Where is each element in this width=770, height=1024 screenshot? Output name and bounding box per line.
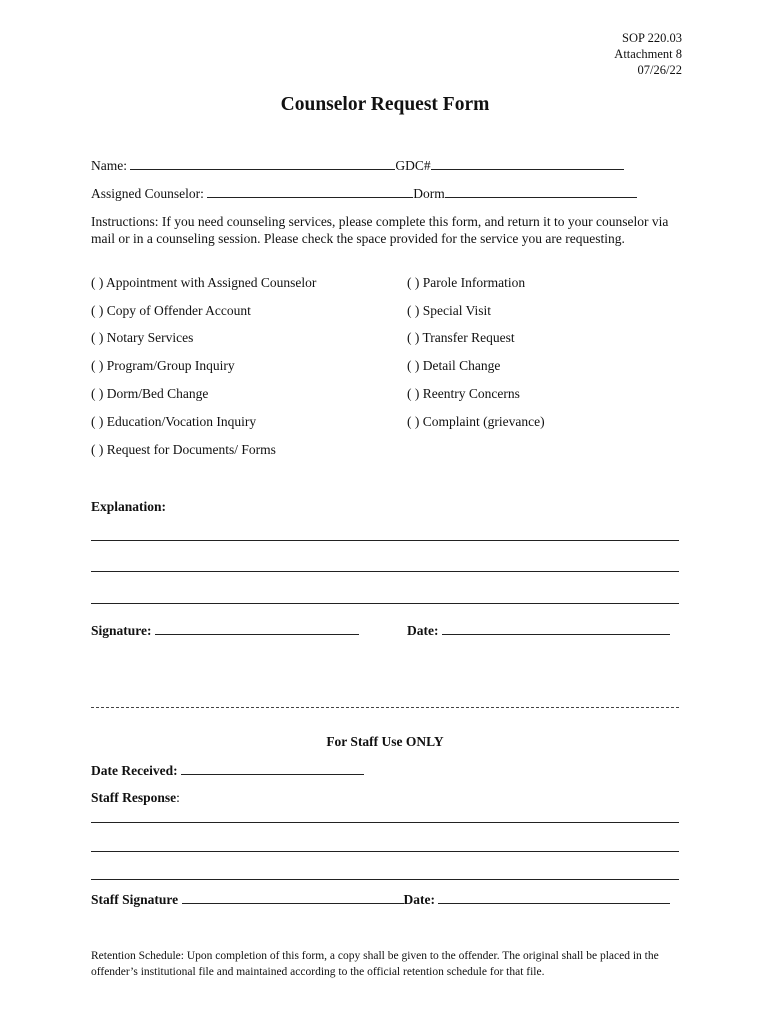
- signature-field[interactable]: [155, 622, 359, 635]
- dorm-label: Dorm: [413, 186, 445, 201]
- option-education-inquiry[interactable]: ( ) Education/Vocation Inquiry: [91, 414, 257, 429]
- staff-response-line-2[interactable]: [91, 851, 679, 852]
- option-program-inquiry[interactable]: ( ) Program/Group Inquiry: [91, 358, 235, 373]
- date-received-label: Date Received:: [91, 763, 178, 778]
- staff-use-header: For Staff Use ONLY: [326, 734, 444, 749]
- revision-date: 07/26/22: [637, 63, 682, 77]
- explanation-line-1[interactable]: [91, 540, 679, 541]
- gdc-field[interactable]: [431, 157, 624, 170]
- option-transfer-request[interactable]: ( ) Transfer Request: [407, 330, 515, 345]
- staff-response-row: [91, 790, 180, 806]
- instructions: Instructions: If you need counseling services, please complete this form, and return it to your counselor via mail or in a counseling session. Please check the space provided for the service you are requesting.: [91, 214, 669, 246]
- counselor-row: [91, 185, 637, 202]
- staff-signature-row: [91, 891, 670, 908]
- option-notary[interactable]: ( ) Notary Services: [91, 330, 194, 345]
- signature-label: Signature:: [91, 623, 152, 638]
- form-title: Counselor Request Form: [280, 94, 490, 115]
- gdc-label: GDC#: [395, 158, 431, 173]
- option-parole-info[interactable]: ( ) Parole Information: [407, 275, 526, 290]
- document-reference: [614, 30, 682, 78]
- staff-response-colon: :: [176, 790, 180, 805]
- explanation-label: Explanation:: [91, 499, 167, 514]
- staff-response-line-1[interactable]: [91, 822, 679, 823]
- option-reentry-concerns[interactable]: ( ) Reentry Concerns: [407, 386, 520, 401]
- option-appointment[interactable]: ( ) Appointment with Assigned Counselor: [91, 275, 317, 290]
- sop-number: SOP 220.03: [622, 31, 682, 45]
- signature-row: [91, 622, 359, 639]
- explanation-line-3[interactable]: [91, 603, 679, 604]
- staff-response-label: Staff Response: [91, 790, 177, 805]
- name-field[interactable]: [130, 157, 395, 170]
- option-complaint[interactable]: ( ) Complaint (grievance): [407, 414, 545, 429]
- assigned-counselor-label: Assigned Counselor:: [91, 186, 204, 201]
- option-request-documents[interactable]: ( ) Request for Documents/ Forms: [91, 442, 276, 457]
- option-special-visit[interactable]: ( ) Special Visit: [407, 303, 492, 318]
- date-row: [407, 622, 670, 639]
- staff-response-line-3[interactable]: [91, 879, 679, 880]
- option-detail-change[interactable]: ( ) Detail Change: [407, 358, 501, 373]
- date-field[interactable]: [442, 622, 670, 635]
- attachment-number: Attachment 8: [614, 47, 682, 61]
- name-row: [91, 157, 624, 174]
- assigned-counselor-field[interactable]: [207, 185, 413, 198]
- date-received-field[interactable]: [181, 762, 364, 775]
- staff-date-label: Date:: [403, 892, 435, 907]
- cut-line-divider: [91, 707, 679, 708]
- date-received-row: [91, 762, 364, 779]
- staff-date-field[interactable]: [438, 891, 670, 904]
- staff-signature-field[interactable]: [182, 891, 404, 904]
- option-offender-account[interactable]: ( ) Copy of Offender Account: [91, 303, 251, 318]
- retention-schedule: Retention Schedule: Upon completion of this form, a copy shall be given to the offender. The original shall be placed in the offender’s institutional file and maintained according to the official retention schedule for that file.: [91, 950, 659, 978]
- option-dorm-bed-change[interactable]: ( ) Dorm/Bed Change: [91, 386, 209, 401]
- explanation-line-2[interactable]: [91, 571, 679, 572]
- date-label: Date:: [407, 623, 439, 638]
- name-label: Name:: [91, 158, 127, 173]
- dorm-field[interactable]: [445, 185, 637, 198]
- staff-signature-label: Staff Signature: [91, 892, 179, 907]
